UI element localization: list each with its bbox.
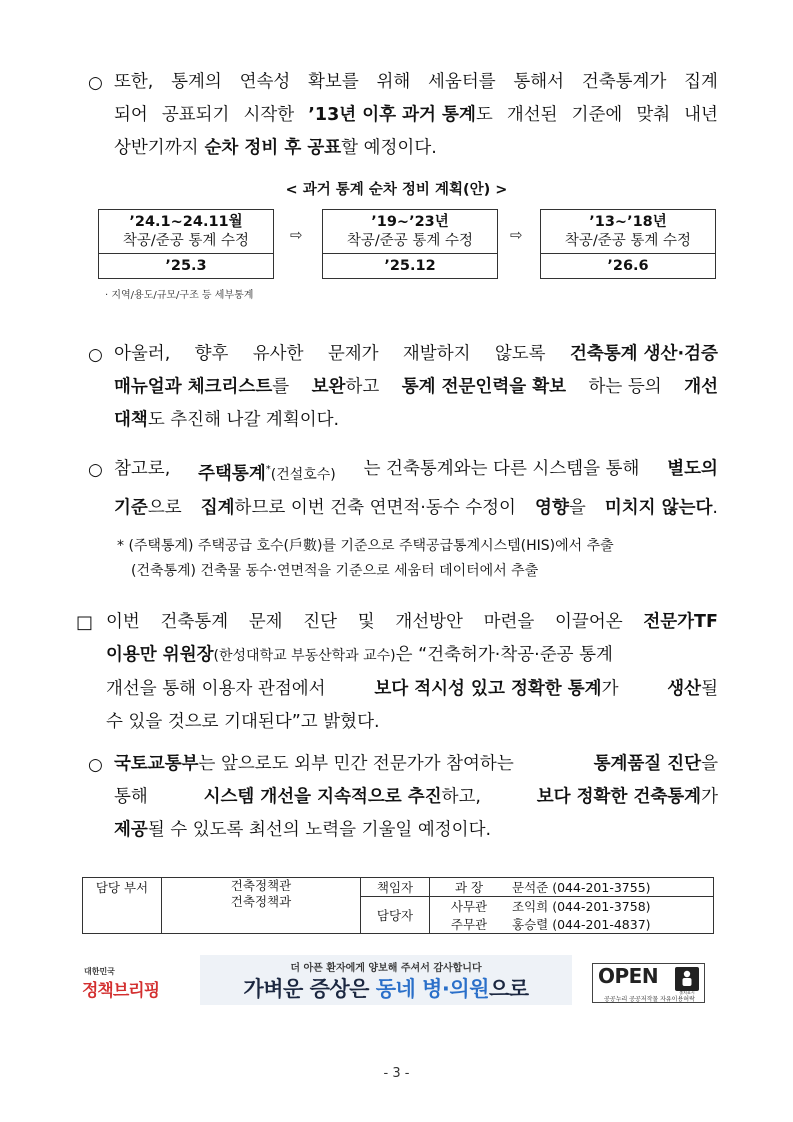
word: 문제가 <box>327 344 379 364</box>
staff-label: 담당자 <box>361 897 430 934</box>
text: . <box>712 497 718 518</box>
star-note-1: * (주택통계) 주택공급 호수(戶數)를 기준으로 주택공급통계시스템(HIS)에서 추출 <box>117 538 614 554</box>
text: 가 <box>601 679 619 699</box>
text <box>204 781 481 814</box>
bold-text: 전문가TF <box>643 612 718 632</box>
word: 이끌어온 <box>555 612 623 632</box>
bullet-square: □ <box>76 612 94 633</box>
contact-table <box>82 877 714 934</box>
contact-person <box>508 878 714 897</box>
policy-briefing-logo[interactable] <box>82 968 164 1002</box>
para2-line3 <box>114 404 718 437</box>
bold-text: 집계 <box>200 497 235 518</box>
para2-line2 <box>114 371 718 404</box>
text: 은 “건축허가·착공·준공 통계 <box>395 645 613 665</box>
plan-date: ’26.6 <box>607 258 649 274</box>
text <box>201 492 516 525</box>
text: 개선을 통해 이용자 관점에서 <box>106 679 326 699</box>
banner-subtitle: 더 아픈 환자에게 양보해 주셔서 감사합니다 <box>290 963 482 974</box>
text: 할 예정이다. <box>341 138 437 158</box>
bold-text: 제공 <box>114 820 148 840</box>
word: 마련을 <box>483 612 535 632</box>
word: 맞춰 <box>636 105 671 125</box>
text: 문석준 <box>512 880 549 895</box>
bold-text: 보완 <box>311 377 346 397</box>
text: 하는 등의 <box>588 377 662 397</box>
bold-text: 별도의 <box>667 459 718 479</box>
bullet-3: ○ <box>88 460 103 480</box>
text: 를 <box>272 377 290 397</box>
text: 하고, <box>441 787 481 807</box>
plan-title: < 과거 통계 순차 정비 계획(안) > <box>285 182 508 198</box>
word: 이번 <box>106 612 140 632</box>
contact-title: 사무관 <box>430 897 509 916</box>
word: 건축통계 <box>160 612 229 632</box>
paragraph-measures <box>114 338 718 437</box>
word: 및 <box>357 612 375 632</box>
text: 는 건축통계와는 다른 시스템을 통해 <box>363 459 640 479</box>
word: 기준에 <box>571 105 623 125</box>
page-number: - 3 - <box>383 1066 410 1081</box>
word: 시작한 <box>243 105 295 125</box>
text: 도 추진해 나갈 계획이다. <box>147 410 340 430</box>
paragraph-tf-comment <box>106 606 718 739</box>
para4-line3 <box>106 673 718 706</box>
bold-text: 미치지 않는다 <box>604 497 713 518</box>
para4-line1 <box>106 606 718 639</box>
word: 위해 <box>376 72 411 92</box>
plan-task: 착공/준공 통계 수정 <box>564 233 692 249</box>
word: 통해서 <box>513 72 565 92</box>
word <box>308 99 493 132</box>
text <box>114 371 289 404</box>
arrow-icon: ⇨ <box>510 226 523 244</box>
para4-line2 <box>106 639 718 673</box>
contact-person <box>508 897 714 916</box>
para5-line3 <box>114 814 718 847</box>
text: 으로 <box>488 977 529 1001</box>
text: 하므로 이번 건축 연면적·동수 수정이 <box>234 497 516 518</box>
para3-line2 <box>114 492 718 525</box>
text <box>535 492 586 525</box>
bold-text: ’13년 이후 과거 통계 <box>308 105 476 125</box>
word: 세움터를 <box>428 72 496 92</box>
para1-line3 <box>114 132 718 165</box>
text <box>605 492 718 525</box>
text: 가벼운 증상은 <box>243 977 376 1001</box>
word: 집계 <box>684 72 718 92</box>
plan-date: ’25.3 <box>165 258 207 274</box>
word: 또한, <box>114 72 154 92</box>
bold-text: 보다 정확한 건축통계 <box>536 787 702 807</box>
text <box>537 781 718 814</box>
plan-box-1 <box>98 209 274 279</box>
bold-text: 영향 <box>535 497 569 518</box>
text: 통해 <box>114 787 148 807</box>
contact-person <box>508 915 714 934</box>
paragraph-housing-stats <box>114 453 718 525</box>
plan-box-2 <box>322 209 498 279</box>
para5-line2 <box>114 781 718 814</box>
text: 을 <box>568 497 586 518</box>
open-badge: 출처표시 <box>679 990 695 995</box>
bold-text: 건축통계 생산·검증 <box>569 344 718 364</box>
bullet-1: ○ <box>88 73 103 93</box>
bullet-5: ○ <box>88 755 103 775</box>
text: 으로 <box>147 497 182 518</box>
word: 내년 <box>684 105 718 125</box>
bold-text: 기준 <box>114 497 148 518</box>
para4-line4 <box>106 706 718 739</box>
text: 될 수 있도록 최선의 노력을 기울일 예정이다. <box>147 820 492 840</box>
word: 되어 <box>114 105 148 125</box>
text: (044-201-4837) <box>552 917 651 932</box>
text: 홍승렬 <box>512 917 549 932</box>
text: * <box>265 464 271 475</box>
open-text: OPEN <box>598 964 659 988</box>
word: 연속성 <box>239 72 291 92</box>
word: 건축통계가 <box>581 72 667 92</box>
bold-text: 순차 정비 후 공표 <box>204 138 342 158</box>
text: 도 <box>475 105 493 125</box>
para2-line1 <box>114 338 718 371</box>
word: 통계의 <box>171 72 222 92</box>
text: 하고 <box>345 377 380 397</box>
word: 재발하지 <box>402 344 471 364</box>
word: 개선된 <box>506 105 558 125</box>
word: 진단 <box>303 612 338 632</box>
plan-date: ’25.12 <box>384 258 436 274</box>
text: 동네 병·의원 <box>375 977 489 1001</box>
open-subtitle: 공공누리 공공저작물 자유이용허락 <box>604 996 695 1003</box>
word: 공표되기 <box>161 105 230 125</box>
word: 문제 <box>248 612 283 632</box>
bold-text: 통계품질 진단 <box>593 754 702 774</box>
word: 않도록 <box>494 344 546 364</box>
bold-text: 보다 적시성 있고 정확한 통계 <box>374 679 602 699</box>
text: 가 <box>701 787 718 807</box>
plan-task: 착공/준공 통계 수정 <box>122 233 250 249</box>
text <box>114 492 182 525</box>
para5-line1 <box>114 748 718 781</box>
plan-box-3 <box>540 209 716 279</box>
bold-text: 이용만 위원장 <box>106 645 214 665</box>
text: 을 <box>701 754 718 774</box>
text <box>594 748 718 781</box>
text: 상반기까지 <box>114 138 199 158</box>
text: 참고로, <box>114 459 171 479</box>
person-icon <box>675 967 699 991</box>
text: 조익희 <box>512 899 549 914</box>
bold-text: 통계 전문인력을 확보 <box>401 377 567 397</box>
text <box>312 371 380 404</box>
banner-title <box>200 973 572 1003</box>
star-note-2: (건축통계) 건축물 동수·연면적을 기준으로 세움터 데이터에서 추출 <box>131 563 539 579</box>
plan-range: ’24.1~24.11월 <box>129 214 243 230</box>
text: 수 있을 것으로 기대된다”고 밝혔다. <box>106 712 380 732</box>
plan-range: ’19~’23년 <box>371 214 449 230</box>
bold-text: 국토교통부 <box>114 754 199 774</box>
logo-main-text: 정책브리핑 <box>82 981 160 1001</box>
text <box>114 748 514 781</box>
text <box>114 404 339 437</box>
bullet-2: ○ <box>88 345 103 365</box>
logo-small-text: 대한민국 <box>84 967 115 976</box>
bold-text: 매뉴얼과 체크리스트 <box>114 377 273 397</box>
word: 유사한 <box>252 344 304 364</box>
bold-text: 생산 <box>667 679 702 699</box>
text <box>114 814 491 847</box>
bold-text: 대책 <box>114 410 148 430</box>
word: 확보를 <box>308 72 359 92</box>
dept-label: 담당 부서 <box>83 878 162 934</box>
plan-task: 착공/준공 통계 수정 <box>346 233 474 249</box>
text <box>667 673 718 706</box>
word: 향후 <box>194 344 229 364</box>
text <box>198 453 336 492</box>
plan-range: ’13~’18년 <box>589 214 667 230</box>
para3-line1 <box>114 453 718 492</box>
bold-text: 주택통계 <box>198 463 266 484</box>
para1-line1 <box>114 66 718 99</box>
text <box>106 639 613 673</box>
bold-text: 개선 <box>684 377 718 397</box>
text: (044-201-3755) <box>552 880 651 895</box>
text <box>374 673 618 706</box>
text: (건설호수) <box>270 466 336 483</box>
clinic-banner[interactable] <box>200 955 572 1005</box>
chief-label: 책임자 <box>361 878 430 897</box>
contact-title: 과 장 <box>430 878 509 897</box>
paragraph-ministry <box>114 748 718 847</box>
contact-title: 주무관 <box>430 915 509 934</box>
text: 될 <box>701 679 718 699</box>
bold-text: 시스템 개선을 지속적으로 추진 <box>203 787 442 807</box>
dept-name: 건축정책관 건축정책과 <box>162 878 361 934</box>
text: (044-201-3758) <box>552 899 651 914</box>
word: 개선방안 <box>395 612 463 632</box>
text <box>205 132 437 165</box>
text: (한성대학교 부동산학과 교수) <box>213 648 396 664</box>
arrow-icon: ⇨ <box>290 226 303 244</box>
kogl-open-license[interactable] <box>592 963 705 1003</box>
paragraph-past-stats <box>114 66 718 165</box>
plan-footnote: · 지역/용도/규모/구조 등 세부통계 <box>105 290 254 301</box>
para1-line2 <box>114 99 718 132</box>
text: 는 앞으로도 외부 민간 전문가가 참여하는 <box>198 754 514 774</box>
word: 아울러, <box>114 344 171 364</box>
